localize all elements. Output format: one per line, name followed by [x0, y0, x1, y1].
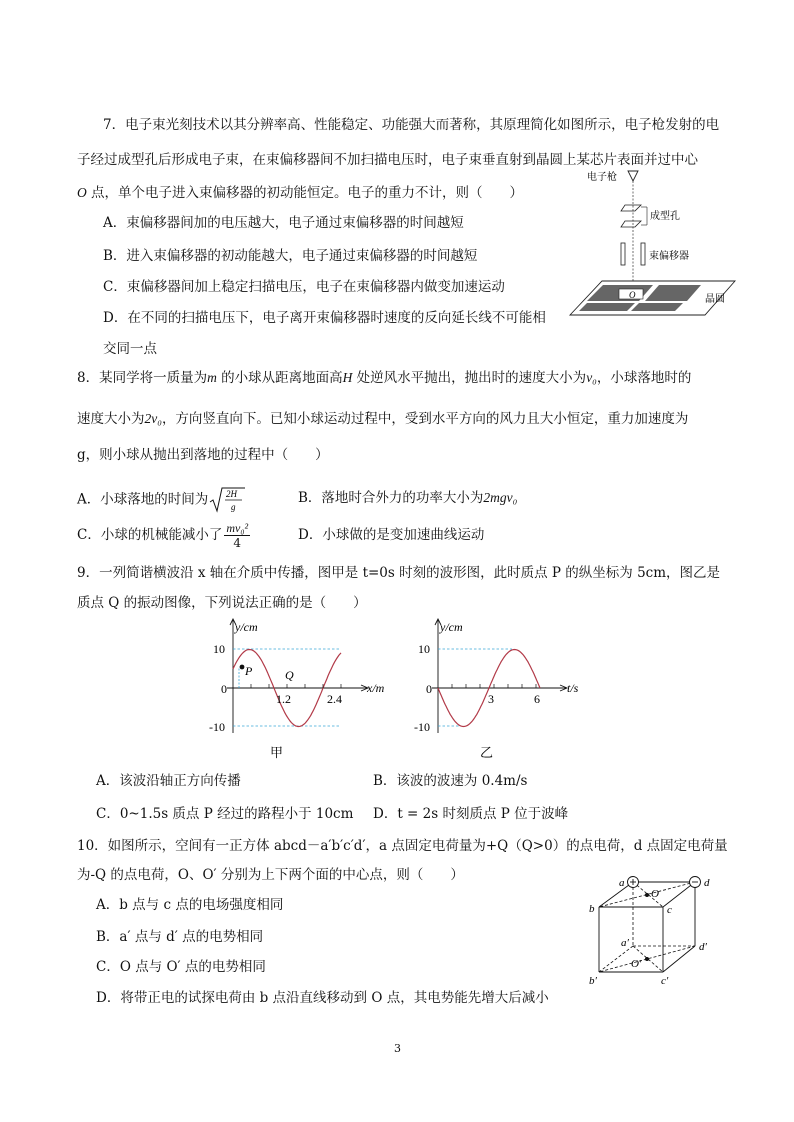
- graph-yi-xtick-1: 3: [488, 692, 494, 706]
- graph-yi-ytick-top: 10: [418, 642, 430, 656]
- q7-figure: [565, 165, 740, 325]
- q7-stem-line3: [77, 184, 523, 202]
- q7-label-o: O: [629, 290, 636, 300]
- cube-label-d-prime: d′: [699, 941, 707, 953]
- sqrt-symbol-icon: [208, 486, 246, 514]
- electron-gun-icon: [628, 171, 638, 181]
- q8-option-c: [77, 520, 252, 550]
- cube-label-o-prime: O′: [631, 958, 642, 970]
- q10-option-a: A．b 点与 c 点的电场强度相同: [96, 897, 284, 913]
- cube-label-b-prime: b′: [589, 975, 597, 987]
- q7-label-gun: 电子枪: [587, 172, 617, 183]
- q8-option-c-num: mv₀²: [226, 521, 249, 535]
- q9-graph-jia: [205, 615, 395, 765]
- graph-jia-xtick-1: 1.2: [276, 692, 291, 706]
- q8-text-1b: 的小球从距离地面高: [216, 370, 343, 386]
- aperture-plate-2: [621, 221, 641, 227]
- graph-yi-caption: 乙: [480, 745, 494, 760]
- q7-label-deflector: 束偏移器: [649, 251, 689, 262]
- chip-block-4: [631, 303, 683, 311]
- q8-stem-line2: [77, 410, 688, 428]
- graph-yi-ytick-zero: 0: [426, 682, 432, 696]
- q7-label-aperture: 成型孔: [650, 211, 680, 222]
- q8-option-d: D．小球做的是变加速曲线运动: [298, 527, 485, 543]
- q8-text-2b: ，方向竖直向下。已知小球运动过程中，受到水平方向的风力且大小恒定，重力加速度为: [161, 411, 689, 427]
- q9-option-d: D．t = 2s 时刻质点 P 位于波峰: [373, 806, 569, 822]
- graph-jia-ylabel: y/cm: [235, 620, 258, 634]
- page-number: 3: [394, 1042, 401, 1055]
- q7-label-wafer: 晶圆: [705, 294, 725, 305]
- chip-block-3: [579, 303, 635, 311]
- q9-stem-line2: 质点 Q 的振动图像，下列说法正确的是（ ）: [77, 595, 367, 611]
- q10-stem-line1: 10．如图所示，空间有一正方体 abcd－a′b′c′d′，a 点固定电荷量为+Q（Q>0）的点电荷，d 点固定电荷量: [77, 838, 728, 854]
- cube-label-a-prime: a′: [621, 937, 629, 949]
- q8-text-1a: 8．某同学将一质量为: [77, 370, 208, 386]
- q8-option-b: [298, 489, 517, 507]
- q8-text-1d: ，小球落地时的: [596, 370, 692, 386]
- deflector-plate-left: [621, 243, 625, 265]
- q9-option-b: B．该波的波速为 0.4m/s: [373, 773, 528, 789]
- point-o-prime-dot: [645, 957, 649, 961]
- q7-option-a: A．束偏移器间加的电压越大，电子通过束偏移器的时间越短: [103, 215, 464, 231]
- q8-text-2a: 速度大小为: [77, 411, 145, 427]
- q10-stem-line2: 为-Q 的点电荷，O、O′ 分别为上下两个面的中心点，则（ ）: [77, 867, 464, 883]
- q7-option-b: B．进入束偏移器的初动能越大，电子通过束偏移器的时间越短: [103, 248, 478, 264]
- q8-option-c-fraction: [224, 521, 250, 550]
- graph-jia-label-q: Q: [285, 668, 294, 682]
- point-o-dot: [645, 893, 649, 897]
- q7-option-d-line1: D．在不同的扫描电压下，电子离开束偏移器时速度的反向延长线不可能相: [103, 310, 546, 326]
- q8-option-c-text: C．小球的机械能减小了: [77, 527, 223, 543]
- graph-yi-xtick-2: 6: [534, 692, 540, 706]
- q8-option-a-num: 2H: [226, 489, 238, 499]
- q9-graph-yi: [400, 615, 600, 765]
- deflector-plate-right: [641, 243, 645, 265]
- graph-jia-label-p: P: [245, 664, 253, 678]
- q7-stem-line3-text: 点，单个电子进入束偏移器的初动能恒定。电子的重力不计，则（ ）: [86, 185, 524, 201]
- graph-jia-ytick-bottom: -10: [209, 720, 225, 734]
- q8-text-1c: 处逆风水平抛出，抛出时的速度大小为: [352, 370, 587, 386]
- q7-option-d-line2: 交同一点: [103, 341, 157, 357]
- q8-var-m: m: [207, 370, 217, 385]
- cube-label-c: c: [667, 904, 672, 916]
- q7-stem-line2: 子经过成型孔后形成电子束，在束偏移器间不加扫描电压时，电子束垂直射到晶圆上某芯片表面并过中心: [77, 152, 698, 168]
- graph-jia-xtick-2: 2.4: [327, 692, 342, 706]
- q10-option-b: B．a′ 点与 d′ 点的电势相同: [96, 929, 264, 945]
- aperture-plate-1: [621, 205, 641, 211]
- graph-jia-caption: 甲: [270, 745, 284, 760]
- q9-stem-line1: 9．一列简谐横波沿 x 轴在介质中传播，图甲是 t=0s 时刻的波形图，此时质点 P 的纵坐标为 5cm，图乙是: [77, 565, 721, 581]
- q8-var-v0: v₀: [586, 370, 597, 385]
- q8-option-a-text: A．小球落地的时间为: [77, 491, 209, 508]
- q8-option-a: [77, 486, 246, 514]
- graph-jia-ytick-top: 10: [213, 642, 225, 656]
- cube-label-c-prime: c′: [661, 975, 669, 987]
- q8-var-h: H: [342, 370, 353, 385]
- cube-label-o: O: [651, 888, 659, 900]
- graph-yi-xlabel: t/s: [567, 681, 579, 695]
- q10-option-d: D．将带正电的试探电荷由 b 点沿直线移动到 O 点，其电势能先增大后减小: [96, 990, 549, 1006]
- cube-label-b: b: [589, 903, 595, 915]
- graph-jia-ytick-zero: 0: [221, 682, 227, 696]
- graph-jia-xlabel: x/m: [367, 681, 385, 695]
- q7-stem-line1: 7．电子束光刻技术以其分辨率高、性能稳定、功能强大而著称，其原理简化如图所示，电子枪发射的电: [103, 117, 720, 133]
- q8-option-a-den: g: [231, 502, 236, 512]
- cube-label-a: a: [619, 877, 625, 889]
- graph-yi-ylabel: y/cm: [440, 620, 463, 634]
- q10-cube-figure: [585, 870, 725, 995]
- point-p: [240, 665, 245, 670]
- q8-stem-line1: [77, 369, 691, 387]
- cube-label-d: d: [704, 877, 710, 889]
- q9-option-c: C．0~1.5s 质点 P 经过的路程小于 10cm: [96, 806, 354, 822]
- q8-option-b-text: B．落地时合外力的功率大小为: [298, 490, 484, 506]
- q8-stem-line3: g，则小球从抛出到落地的过程中（ ）: [77, 447, 329, 463]
- q7-option-c: C．束偏移器间加上稳定扫描电压，电子在束偏移器内做变加速运动: [103, 279, 505, 295]
- q8-option-b-expr: 2mgv₀: [483, 490, 518, 505]
- q8-option-c-den: 4: [233, 536, 242, 550]
- graph-yi-ytick-bottom: -10: [414, 720, 430, 734]
- q7-var-o: O: [77, 185, 87, 200]
- q8-var-2v0: 2v₀: [144, 411, 162, 426]
- q9-option-a: A．该波沿轴正方向传播: [96, 773, 241, 789]
- q10-option-c: C．O 点与 O′ 点的电势相同: [96, 959, 266, 975]
